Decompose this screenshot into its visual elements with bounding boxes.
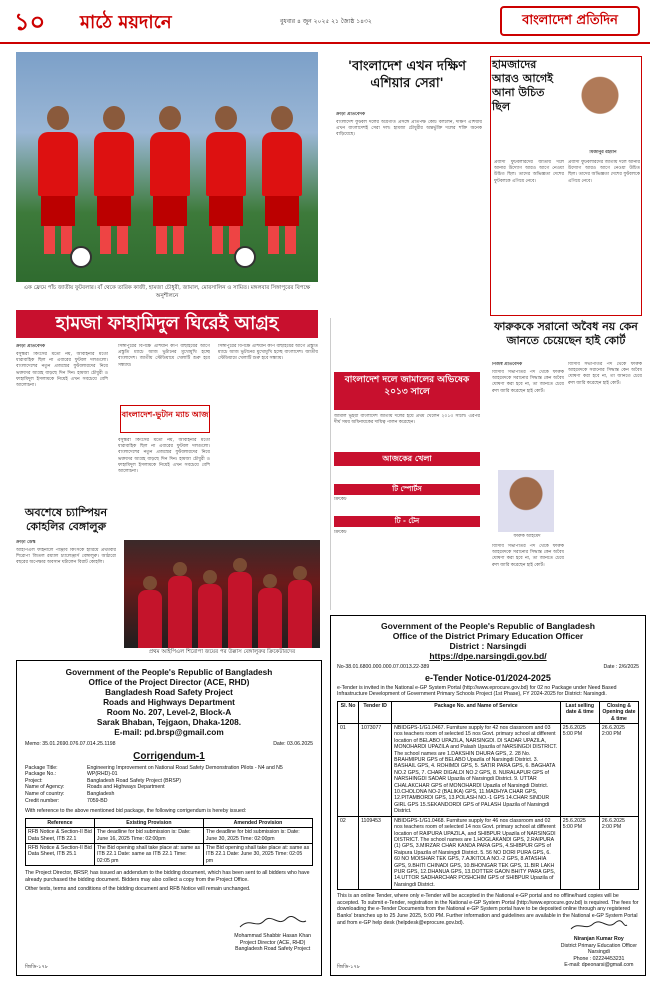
article-body: বসুন্ধরা কিংসের মতো নয়, আবাহনীর মতো ধারাবাহিক ছিল না এবারের ফুটবল দলগুলো। বাংলাদেশের নতুন প্রজন্মের ফুটবলারদের নিয়ে ভক্তদের আগ্রহ বাড়ছে দিন দিন। হামজা চৌধুরী ও ফাহামিদুল ইসলামকে নিয়েই এখন সবচেয়ে বেশি আলোচনা। bbox=[118, 438, 210, 475]
article-body: বাংলাদেশ ফুটবল দলের অগ্রগতি প্রসঙ্গে প্রতিপক্ষ কোচ বললেন, দক্ষিণ এশিয়ায় এখন বাংলাদেশই সেরা দল। হামজা চৌধুরীর অন্তর্ভুক্তি দলের শক্তি অনেক বাড়িয়েছে। bbox=[336, 120, 482, 138]
story-headline: বাংলাদেশ দলে জামালের অভিষেক ২০১৩ সালে bbox=[334, 372, 480, 410]
football-icon bbox=[70, 246, 92, 268]
signatory-phone: Phone : 02224453231 bbox=[573, 955, 625, 962]
table-cell: 26.6.2025 2:00 PM bbox=[599, 816, 638, 889]
table-cell: 01 bbox=[338, 724, 359, 817]
football-icon bbox=[234, 246, 256, 268]
column-divider bbox=[330, 318, 331, 610]
intro-text: With reference to the above mentioned bid package, the following corrigendum is hereby issued: bbox=[25, 808, 247, 815]
memo-number: No-38.01.6800.000.000.07.0013.22-389 bbox=[337, 664, 430, 670]
article-body: প্রবাসী ফুটবলারদের জাতীয় দলে আনার উদ্যোগ আরও আগে নেওয়া উচিত ছিল। তাদের অভিজ্ঞতা দেশের ফুটবলকে এগিয়ে নেবে। bbox=[568, 160, 640, 184]
footer-text: The Project Director, BRSP, has issued an addendum to the bidding document, which has been sent to all bidders who have already purchased the bidding document. Bidders may also collect a copy from the Project Office. bbox=[25, 870, 310, 883]
corrigendum-ad bbox=[16, 660, 322, 976]
ad-heading: Sarak Bhaban, Tejgaon, Dhaka-1208. bbox=[96, 717, 242, 727]
signature-block bbox=[234, 915, 311, 953]
story-headline: ফারুককে সরানো অবৈধ নয় কেন জানতে চেয়েছেন হাই কোর্ট bbox=[494, 320, 638, 347]
article-body: সিঙ্গাপুরের বিপক্ষে এশিয়ান কাপ বাছাইয়ের আগে প্রস্তুতি ম্যাচে আজ ভুটানের মুখোমুখি হচ্ছে বাংলাদেশ। জাতীয় স্টেডিয়ামে খেলাটি শুরু হবে সন্ধ্যায়। bbox=[118, 344, 210, 368]
article-body: প্রবাসী ফুটবলারদের জাতীয় দলে আনার উদ্যোগ আরও আগে নেওয়া উচিত ছিল। তাদের অভিজ্ঞতা দেশের ফুটবলকে এগিয়ে নেবে। bbox=[494, 160, 564, 184]
tender-table bbox=[337, 701, 639, 890]
field-value: Bangladesh Road Safety Project (BRSP) bbox=[87, 777, 182, 784]
signatory-email: E-mail: dpeonarsi@gmail.com bbox=[564, 962, 634, 969]
player-figure bbox=[94, 106, 134, 256]
field-label: Name of Agency: bbox=[25, 784, 65, 791]
field-value: 7059-BD bbox=[87, 797, 108, 804]
signatory-title: Project Director (ACE, RHD) bbox=[239, 939, 306, 946]
ad-heading: Government of the People's Republic of Bangladesh bbox=[65, 667, 273, 677]
byline: ক্রীড়া প্রতিবেদক bbox=[16, 344, 45, 349]
celebration-photo bbox=[124, 540, 320, 648]
table-cell: 25.6.2025 5:00 PM bbox=[560, 816, 599, 889]
article-body: বসুন্ধরা কিংসের মতো নয়, আবাহনীর মতো ধারাবাহিক ছিল না এবারের ফুটবল দলগুলো। বাংলাদেশের নতুন প্রজন্মের ফুটবলারদের নিয়ে ভক্তদের আগ্রহ বাড়ছে দিন দিন। হামজা চৌধুরী ও ফাহামিদুল ইসলামকে নিয়েই এখন সবচেয়ে বেশি আলোচনা। bbox=[16, 352, 108, 389]
package-fields bbox=[25, 765, 313, 805]
table-header: Existing Provision bbox=[94, 818, 203, 827]
player-figure bbox=[262, 106, 302, 256]
sidebar-title: বাংলাদেশ-ভুটান ম্যাচ আজ bbox=[121, 409, 209, 419]
ad-heading: Office of the District Primary Education Officer bbox=[392, 631, 584, 641]
author-portrait bbox=[566, 68, 634, 146]
tv-listing: ক্রিকেট bbox=[334, 497, 347, 502]
signatory-name: Niranjan Kumar Roy bbox=[573, 936, 624, 943]
table-header: Amended Provision bbox=[203, 818, 312, 827]
ad-heading: District : Narsingdi bbox=[449, 641, 527, 651]
byline: ক্রীড়া প্রতিবেদক bbox=[336, 112, 365, 117]
article-body: সিঙ্গাপুরের বিপক্ষে এশিয়ান কাপ বাছাইয়ের আগে প্রস্তুতি ম্যাচে আজ ভুটানের মুখোমুখি হচ্ছে বাংলাদেশ। জাতীয় স্টেডিয়ামে খেলাটি শুরু হবে সন্ধ্যায়। bbox=[218, 344, 318, 362]
intro-text: e-Tender is invited in the National e-GP System Portal (http://www.eprocure.gov.bd) for 02 no Package under Need Based Infrastructure Development of Government Primary Schools Project (1st Phase), FY 2024-2025 for District: Narsingdi. bbox=[337, 684, 617, 698]
table-row bbox=[26, 828, 313, 844]
headline-banner: হামজা ফাহামিদুল ঘিরেই আগ্রহ bbox=[16, 310, 318, 338]
newspaper-logo: বাংলাদেশ প্রতিদিন bbox=[500, 6, 640, 36]
ad-heading: Bangladesh Road Safety Project bbox=[105, 687, 233, 697]
signature-icon bbox=[238, 915, 308, 931]
table-header: Package No. and Name of Service bbox=[392, 701, 561, 723]
table-cell: 1073077 bbox=[359, 724, 392, 817]
memo-row bbox=[25, 741, 313, 748]
signature-block bbox=[561, 919, 637, 969]
article-body: আইপিএল ফাইনালে পাঞ্জাব কিংসকে হারিয়ে প্রথমবার শিরোপা জিতল রয়্যাল চ্যালেঞ্জার্স বেঙ্গালুরু। আঠারো বছরের অপেক্ষার অবসান ঘটালেন বিরাট কোহলি। bbox=[16, 548, 116, 566]
ad-title: e-Tender Notice-01/2024-2025 bbox=[425, 672, 551, 683]
table-header: Last selling date & time bbox=[560, 701, 599, 723]
ad-heading: Office of the Project Director (ACE, RHD) bbox=[88, 677, 250, 687]
table-cell: 1109453 bbox=[359, 816, 392, 889]
dateline: বুধবার ৪ জুন ২০২৫ ২১ জ্যৈষ্ঠ ১৪৩২ bbox=[280, 18, 372, 25]
article-body: বিসিবি সভাপতির পদ থেকে ফারুক আহমেদকে সরানোর সিদ্ধান্ত কেন অবৈধ ঘোষণা করা হবে না, তা জানতে চেয়ে রুল জারি করেছেন হাই কোর্ট। bbox=[492, 370, 564, 394]
corrigendum-table bbox=[25, 818, 313, 866]
signature-icon bbox=[569, 919, 629, 933]
field-label: Credit number: bbox=[25, 797, 60, 804]
ad-url: https://dpe.narsingdi.gov.bd/ bbox=[429, 651, 547, 661]
table-header: Reference bbox=[26, 818, 95, 827]
field-label: Package Title: bbox=[25, 764, 58, 771]
ad-heading: Room No. 207, Level-2, Block-A bbox=[106, 707, 232, 717]
table-row bbox=[338, 724, 639, 817]
tv-channel: টি স্পোর্টস bbox=[334, 484, 480, 495]
field-value: Roads and Highways Department bbox=[87, 784, 165, 791]
player-figure bbox=[258, 588, 282, 648]
photo-caption: ফারুক আহমেদ bbox=[513, 534, 541, 539]
field-label: Project: bbox=[25, 777, 43, 784]
table-cell: RFB Notice & Section-II Bid Data Sheet, ITB 25.1 bbox=[26, 843, 95, 865]
table-cell: The deadline for bid submission is: Date: June 16, 2025 Time: 02:00pm bbox=[94, 828, 203, 844]
player-figure bbox=[168, 576, 192, 648]
field-value: Bangladesh bbox=[87, 790, 115, 797]
field-value: Engineering Improvement on National Road Safety Demonstration Pilots - N4 and N5 bbox=[87, 764, 283, 771]
memo-number: Memo: 35.01.2690.076.07.014.25.1198 bbox=[25, 741, 116, 747]
ad-title: Corrigendum-1 bbox=[133, 750, 205, 762]
article-body: বিসিবি সভাপতির পদ থেকে ফারুক আহমেদকে সরানোর সিদ্ধান্ত কেন অবৈধ ঘোষণা করা হবে না, তা জানতে চেয়ে রুল জারি করেছেন হাই কোর্ট। bbox=[492, 544, 564, 568]
photo-caption: প্রথম আইপিএল শিরোপা জয়ের পর উল্লাস বেঙ্গালুরুর ক্রিকেটারদের bbox=[148, 649, 296, 655]
player-figure bbox=[228, 572, 252, 648]
table-cell: 26.6.2025 2:00 PM bbox=[599, 724, 638, 817]
story-headline: 'বাংলাদেশ এখন দক্ষিণ এশিয়ার সেরা' bbox=[348, 59, 466, 91]
byline: নিজস্ব প্রতিবেদক bbox=[492, 362, 523, 367]
tv-listing: ক্রিকেট bbox=[334, 530, 347, 535]
field-label: Name of country: bbox=[25, 790, 65, 797]
table-header: Tender ID bbox=[359, 701, 392, 723]
table-cell: The deadline for bid submission is: Date: June 30, 2025 Time: 02:00pm bbox=[203, 828, 312, 844]
ad-email: E-mail: pd.brsp@gmail.com bbox=[114, 727, 224, 737]
table-header: Closing & Opening date & time bbox=[599, 701, 638, 723]
table-cell: The Bid opening shall take place at: same as ITB 22.1 Date: June 30, 2025 Time: 02:05 pm bbox=[203, 843, 312, 865]
table-cell: NBIDGPS-1/G1.0467. Furniture supply for 42 nos classroom and 03 nos teachers room of selected 15 nos Govt. primary school at different location of BELABO UPAZILA, NARSINGDI. DI SADAR UPAZILA, MONOHARDI UPAZILA and Palash Upazila of NARSINGDI DISTRICT. The school names are 1.DAKSHIN DHURA GPS, 2. 28 No. BRAHMIPUR GPS of BELABO Upazila of Narsingdi District. 3. BASHAIL GPS, 4. ROHIMDI GPS, 5. SATIR PARA GPS, 6. BAGHATA NO.2 GPS, 7. CHAR DIGALDI NO.2 GPS, 8. NURALAPUR GPS of NARSHINGDI SADAR Upazila of Narsingdi District. 9. UTTAR CHALAKCHAR GPS of MONOHARDI Upazila of Narsingdi District. 10.CHOLONA NO-2 (BALIKA) GPS, 11.MADHYA CHAR GPS, 12.PITAMBORDI GPS, 13.POLASH NO.-1 GPS 14.CHAR SINDUR GIRL GPS 15.SEKANDORDI GPS of PALASH Upazila of Narsingdi District. bbox=[392, 724, 561, 817]
table-cell: RFB Notice & Section-II Bid Data Sheet, ITB 22.1 bbox=[26, 828, 95, 844]
story-headline: হামজাদের আরও আগেই আনা উচিত ছিল bbox=[492, 58, 553, 113]
signatory-title: District Primary Education Officer bbox=[560, 942, 637, 949]
table-cell: The Bid opening shall take place at: same as ITB 22.1 Date: same as ITB 22.1 Time: 02:05 pm bbox=[94, 843, 203, 865]
etender-ad bbox=[330, 615, 646, 976]
sidebar-box bbox=[120, 405, 210, 433]
author-name: মিজানুর রহমান bbox=[589, 150, 617, 155]
player-figure bbox=[206, 106, 246, 256]
player-figure bbox=[198, 584, 222, 648]
section-title: মাঠে ময়দানে bbox=[80, 12, 172, 33]
byline: ক্রীড়া ডেস্ক bbox=[16, 540, 36, 545]
person-photo bbox=[498, 470, 554, 532]
player-figure bbox=[150, 106, 190, 256]
ad-heading: Roads and Highways Department bbox=[103, 697, 235, 707]
article-body: বিসিবি সভাপতির পদ থেকে ফারুক আহমেদকে সরানোর সিদ্ধান্ত কেন অবৈধ ঘোষণা করা হবে না, তা জানতে চেয়ে রুল জারি করেছেন হাই কোর্ট। bbox=[568, 362, 642, 386]
player-figure bbox=[38, 106, 78, 256]
tv-schedule-title: আজকের খেলা bbox=[334, 452, 480, 466]
table-row bbox=[26, 843, 313, 865]
memo-date: Date: 03.06.2025 bbox=[273, 741, 313, 747]
memo-date: Date : 2/6/2025 bbox=[603, 664, 639, 670]
footer-text: Other texts, terms and conditions of the bidding document and RFB Notice will remain unchanged. bbox=[25, 886, 251, 893]
table-cell: 25.6.2025 5:00 PM bbox=[560, 724, 599, 817]
gd-number: জিডি-১৭৮ bbox=[25, 964, 49, 971]
photo-caption: এক ফ্রেমে পাঁচ জাতীয় ফুটবলার। বাঁ থেকে তারিক কাজী, হামজা চৌধুরী, জামাল, মোরসালিন ও সামিত। মঙ্গলবার সিঙ্গাপুরের বিপক্ষে অনুশীলনে bbox=[23, 285, 311, 299]
tv-channel: টি - টেন bbox=[334, 516, 480, 527]
table-cell: NBIDGPS-1/G1.0468. Furniture supply for 46 nos classroom and 02 nos teachers room of selected 14 nos Govt. primary school at different location of RAIPURA UPAZILA, and SHIBPUR Upazila of NARSINGDI DISTRICT. The school names are 1.HOGLAKANDI GPS, 2.RAIPURA (1) GPS, 3.MIRZAR CHAR KANDA PARA GPS, 4.SHIBPUR GPS of Raipura Upazila of Narsingdi District. 5. 56 NO DORI PURA GPS, 6. 60 NO MOISHAR TEK GPS, 7.AJKITOLA NO.-2 GPS, 8.ATASHIA GPS, 9.BHITI CHINADI GPS, 10.BHONGAR TEK GPS, 11.BIR LAKH PUR GPS, 12.DHANUA GPS, 13.DOTTER GAON BHITY PARA GPS, 14.UTTOR SADHARCHAR POSHCHIM GPS of SHIBPUR Upazila of Narsingdi District. bbox=[392, 816, 561, 889]
ad-heading: Government of the People's Republic of Bangladesh bbox=[380, 621, 596, 631]
field-value: WP(RHD)-01 bbox=[87, 771, 118, 778]
team-photo bbox=[16, 52, 318, 282]
signatory-name: Mohammad Shabbir Hasan Khan bbox=[234, 933, 311, 940]
signatory-project: Bangladesh Road Safety Project bbox=[235, 946, 311, 953]
signatory-location: Narsingdi bbox=[587, 949, 610, 956]
footer-text: This is an online Tender, where only e-Tender will be accepted in the National e-GP portal and no offline/hard copies will be accepted. To submit e-Tender, registration in the National e-GP System Portal (http://www.eprocure.gov.bd) is required. The fees for downloading the e-Tender Documents from the National e-GP System portal have to be deposited online through any registered Banks' branches up to 25 June 2025, 5:00 PM. Further information and guidelines are available in the National e-GP System Portal and from e-GP help desk (helpdesk@eprocure.gov.bd). bbox=[337, 893, 639, 926]
article-body: জামাল ভূঁইয়া বাংলাদেশ জাতীয় দলের হয়ে প্রথম খেলেন ২০১৩ সালে। এরপর দীর্ঘ সময় অধিনায়কের দায়িত্ব পালন করেছেন। bbox=[334, 414, 480, 426]
player-figure bbox=[288, 580, 312, 648]
story-headline: অবশেষে চ্যাম্পিয়ন কোহলির বেঙ্গালুরু bbox=[24, 506, 108, 533]
table-header: Sl. No bbox=[338, 701, 359, 723]
player-figure bbox=[138, 590, 162, 648]
page-number: ১০ bbox=[14, 7, 46, 36]
table-cell: 02 bbox=[338, 816, 359, 889]
table-row bbox=[338, 816, 639, 889]
gd-number: জিডি-১৭৮ bbox=[337, 964, 361, 971]
memo-row bbox=[337, 664, 639, 671]
field-label: Package No.: bbox=[25, 771, 57, 778]
